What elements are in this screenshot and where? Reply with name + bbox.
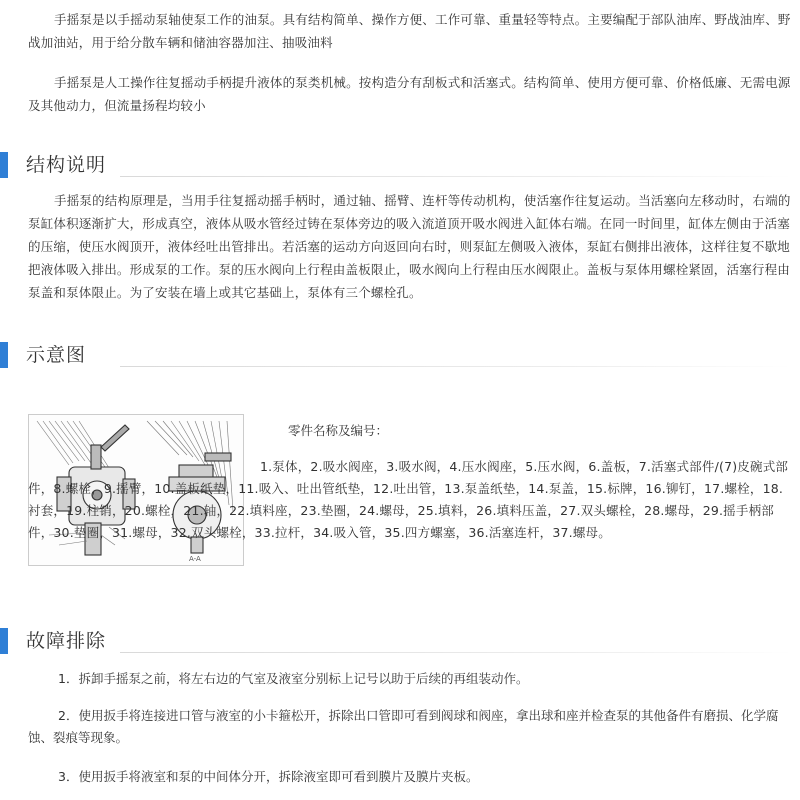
section-divider [120,366,792,367]
intro-paragraph-2: 手摇泵是人工操作往复摇动手柄提升液体的泵类机械。按构造分有刮板式和活塞式。结构简单、使用方便可靠、价格低廉、无需电源及其他动力，但流量扬程均较小 [28,75,791,113]
parts-list: 1.泵体，2.吸水阀座，3.吸水阀，4.压水阀座，5.压水阀，6.盖板，7.活塞式部件/(7)皮碗式部件，8.螺栓，9.摇臂，10.盖板纸垫，11.吸入、吐出管纸垫，12.吐出管，13.泵盖纸垫，14.泵盖，15.标牌，16.铆钉，17.螺栓，18.衬套，19.柱销，20.螺栓，21.轴，22.填料座，23.垫圈，24.螺母，25.填料，26.填料压盖，27.双头螺栓，28.螺母，29.摇手柄部件，30.垫圈，31.螺母，32.双头螺栓，33.拉杆，34.吸入管，35.四方螺塞，36.活塞连杆，37.螺母。 [28,459,789,540]
section-header-structure [0,150,800,180]
section-title: 示意图 [26,344,87,366]
figure-section-label: A-A [189,555,201,563]
intro-paragraph-1: 手摇泵是以手摇动泵轴使泵工作的油泵。具有结构简单、操作方便、工作可靠、重量轻等特点。主要编配于部队油库、野战油库、野战加油站，用于给分散车辆和储油容器加注、抽吸油料 [28,12,791,50]
section-accent-bar [0,342,8,368]
troubleshooting-step-3: 3．使用扳手将液室和泵的中间体分开，拆除液室即可看到膜片及膜片夹板。 [58,769,479,784]
section-header-troubleshooting [0,626,800,656]
section-divider [120,652,792,653]
troubleshooting-step-2: 2．使用扳手将连接进口管与液室的小卡箍松开，拆除出口管即可看到阀球和阀座，拿出球和座并检查泵的其他备件有磨损、化学腐蚀、裂痕等现象。 [28,708,779,745]
troubleshooting-step-1: 1．拆卸手摇泵之前，将左右边的气室及液室分别标上记号以助于后续的再组装动作。 [58,671,529,686]
section-accent-bar [0,628,8,654]
parts-heading: 零件名称及编号： [288,423,389,438]
section-divider [120,176,792,177]
section-title: 结构说明 [26,154,107,176]
section-accent-bar [0,152,8,178]
section-title: 故障排除 [26,630,107,652]
section-header-schematic [0,340,800,370]
parts-list-block [260,420,795,442]
structure-body: 手摇泵的结构原理是，当用手往复摇动摇手柄时，通过轴、摇臂、连杆等传动机构，使活塞作往复运动。当活塞向左移动时，右端的泵缸体积逐渐扩大，形成真空，液体从吸水管经过铸在泵体旁边的吸入流道顶开吸水阀进入缸体右端。在同一时间里，缸体左侧由于活塞的压缩，使压水阀顶开，液体经吐出管排出。若活塞的运动方向返回向右时，则泵缸左侧吸入液体，泵缸右侧排出液体，这样往复不歇地把液体吸入排出。形成泵的工作。泵的压水阀向上行程由盖板限止，吸水阀向上行程由压水阀限止。盖板与泵体用螺栓紧固，活塞行程由泵盖和泵体限止。为了安装在墙上或其它基础上，泵体有三个螺栓孔。 [28,193,791,300]
